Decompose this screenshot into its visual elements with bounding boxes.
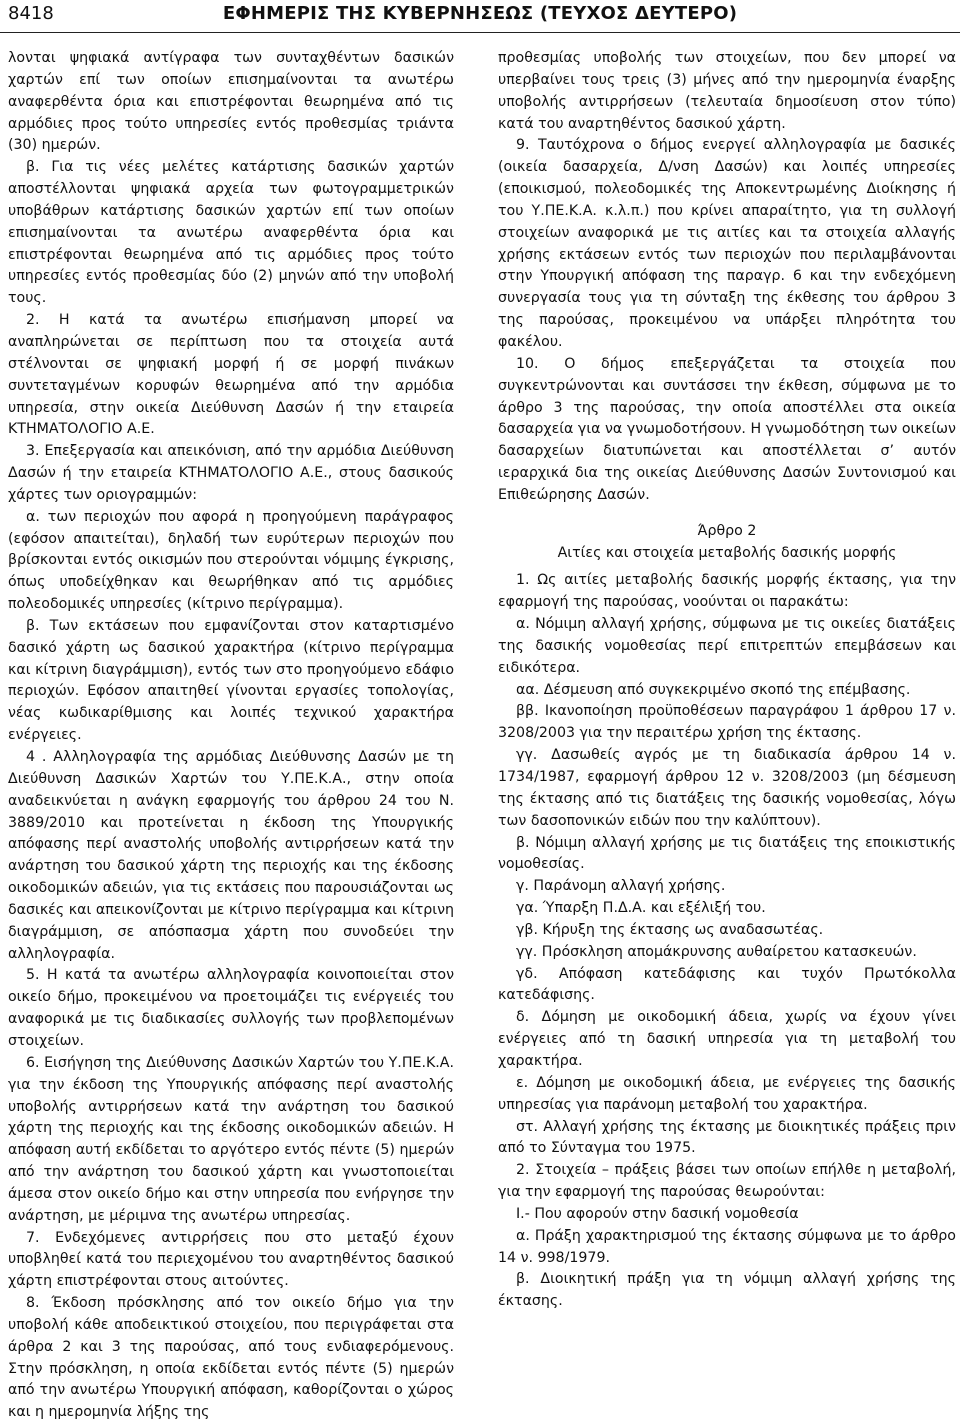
paragraph: 2. Η κατά τα ανωτέρω επισήμανση μπορεί να αναπληρώνεται σε περίπτωση που τα στοιχεία αυτά στέλνονται σε ψηφιακή μορφή ή σε μορφή πινάκων συντεταγμένων κορυφών θεωρημένα από την αρμόδια υπηρεσία, στην οικεία Διεύθυνση Δασών ή την εταιρεία ΚΤΗΜΑΤΟΛΟΓΙΟ Α.Ε. <box>8 312 454 438</box>
paragraph: γ. Παράνομη αλλαγή χρήσης. <box>516 878 726 895</box>
paragraph: α. Νόμιμη αλλαγή χρήσης, σύμφωνα με τις οικείες διατάξεις της δασικής νομοθεσίας περί επιτρεπτών επεμβάσεων και ειδικότερα. <box>498 616 956 676</box>
article-subtitle: Αιτίες και στοιχεία μεταβολής δασικής μορφής <box>557 544 897 561</box>
paragraph: γα. Ύπαρξη Π.Δ.Α. και εξέλιξή του. <box>516 900 766 917</box>
paragraph: 5. Η κατά τα ανωτέρω αλληλογραφία κοινοποιείται στον οικείο δήμο, προκειμένου να προετοιμάζει τις ενέργειές του αναφορικά με τις διαδικασίες συλλογής των προβλεπομένων στοιχείων. <box>8 967 454 1049</box>
paragraph: 6. Εισήγηση της Διεύθυνσης Δασικών Χαρτών του Υ.ΠΕ.Κ.Α. για την έκδοση της Υπουργικής απόφασης περί αναστολής υποβολής αντιρρήσεων κατά την ανάρτηση του δασικού χάρτη της περιοχής και της έκδοσης οικοδομικών αδειών. Η απόφαση αυτή εκδίδεται το αργότερο εντός πέντε (5) ημερών από την ανάρτηση του δασικού χάρτη και γνωστοποιείται άμεσα στον οικείο δήμο και στην υπηρεσία που ενήργησε την ανάρτηση, με μέριμνα της ανωτέρω υπηρεσίας. <box>8 1054 454 1224</box>
page-number: 8418 <box>8 3 54 24</box>
paragraph: προθεσμίας υποβολής των στοιχείων, που δεν μπορεί να υπερβαίνει τους τρεις (3) μήνες από την ημερομηνία έναρξης υποβολής αντιρρήσεων (τελευταία δημοσίευση στον τύπο) κατά του αναρτηθέντος δασικού χάρτη. <box>498 50 956 132</box>
paragraph: ε. Δόμηση με οικοδομική άδεια, με ενέργειες της δασικής υπηρεσίας για παράνομη μεταβολή του χαρακτήρα. <box>498 1074 956 1113</box>
paragraph: 7. Ενδεχόμενες αντιρρήσεις που στο μεταξύ έχουν υποβληθεί κατά του περιεχομένου του αναρτηθέντος δασικού χάρτη επιστρέφονται στους αιτούντες. <box>8 1229 454 1290</box>
paragraph: 8. Έκδοση πρόσκλησης από τον οικείο δήμο για την υποβολή κάθε αποδεικτικού στοιχείου, που περιγράφεται στα άρθρα 2 και 3 της παρούσας, από τους ενδιαφερόμενους. Στην πρόσκληση, η οποία εκδίδεται εντός πέντε (5) ημερών από την ανωτέρω Υπουργική απόφαση, καθορίζονται ο χώρος και η ημερομηνία λήξης της <box>8 1295 454 1421</box>
journal-title: ΕΦΗΜΕΡΙΣ ΤΗΣ ΚΥΒΕΡΝΗΣΕΩΣ (ΤΕΥΧΟΣ ΔΕΥΤΕΡΟ) <box>222 3 738 24</box>
paragraph: αα. Δέσμευση από συγκεκριμένο σκοπό της επέμβασης. <box>516 681 911 698</box>
paragraph: 10. Ο δήμος επεξεργάζεται τα στοιχεία που συγκεντρώνονται και συντάσσει την έκθεση, σύμφωνα με το άρθρο 3 της παρούσας, την οποία αποστέλλει στα οικεία δασαρχεία για να γνωμοδοτήσουν. Η γνωμοδότηση των οικείων δασαρχείων διατυπώνεται και αποστέλλεται σ’ αυτόν ιεραρχικά δια της οικείας Διεύθυνσης Δασών Συντονισμού και Επιθεώρησης Δασών. <box>498 355 956 503</box>
header-rule <box>0 32 960 33</box>
paragraph: γδ. Απόφαση κατεδάφισης και τυχόν Πρωτόκολλα κατεδάφισης. <box>498 965 956 1004</box>
paragraph: β. Των εκτάσεων που εμφανίζονται στον καταρτισμένο δασικό χάρτη ως δασικού χαρακτήρα (κίτρινο περίγραμμα και κίτρινη διαγράμμιση), εντός των στο προηγούμενο εδάφιο περιοχών. Εφόσον απαιτηθεί γίνονται εργασίες τοπολογίας, νέας κωδικαρίθμισης και λοιπές τεχνικού χαρακτήρα ενέργειες. <box>8 617 454 744</box>
paragraph: 3. Επεξεργασία και απεικόνιση, από την αρμόδια Διεύθυνση Δασών ή την εταιρεία ΚΤΗΜΑΤΟΛΟΓΙΟ Α.Ε., στους δασικούς χάρτες των οριογραμμών: <box>8 443 454 503</box>
paragraph: β. Για τις νέες μελέτες κατάρτισης δασικών χαρτών αποστέλλονται ψηφιακά αρχεία των φωτογραμμετρικών υποβάθρων κατάρτισης δασικών χαρτών επί των οποίων επισημαίνονται τα ανωτέρω αναφερθέντα όρια και επιστρέφονται θεωρημένα από τις αρμόδιες προς τούτο υπηρεσίες εντός προθεσμίας δύο (2) μηνών από την υποβολή τους. <box>8 159 454 307</box>
paragraph: 1. Ως αιτίες μεταβολής δασικής μορφής έκτασης, για την εφαρμογή της παρούσας, νοούνται οι παρακάτω: <box>498 572 956 611</box>
paragraph: γγ. Δασωθείς αγρός με τη διαδικασία άρθρου 14 ν. 1734/1987, εφαρμογή άρθρου 12 ν. 3208/2003 (μη δέσμευση της έκτασης από τις διατάξεις της δασικής νομοθεσίας, λόγω των δασοπονικών ειδών που την καλύπτουν). <box>498 747 956 829</box>
paragraph: 2. Στοιχεία – πράξεις βάσει των οποίων επήλθε η μεταβολή, για την εφαρμογή της παρούσας θεωρούνται: <box>498 1162 956 1201</box>
paragraph: α. Πράξη χαρακτηρισμού της έκτασης σύμφωνα με το άρθρο 14 ν. 998/1979. <box>498 1227 956 1266</box>
paragraph: β. Νόμιμη αλλαγή χρήσης με τις διατάξεις της εποικιστικής νομοθεσίας. <box>498 834 956 873</box>
paragraph: στ. Αλλαγή χρήσης της έκτασης με διοικητικές πράξεις πριν από το Σύνταγμα του 1975. <box>498 1118 956 1157</box>
paragraph: 9. Ταυτόχρονα ο δήμος ενεργεί αλληλογραφία με δασικές (οικεία δασαρχεία, Δ/νση Δασών) και λοιπές υπηρεσίες (εποικισμού, πολεοδομικές της Αποκεντρωμένης Διοίκησης ή του Υ.ΠΕ.Κ.Α. κ.λ.π.) που κρίνει απαραίτητο, για τη συλλογή στοιχείων αναφορικά με τις αιτίες και τα στοιχεία αλλαγής χρήσης εκτάσεων εντός των περιοχών που περιλαμβάνονται στην Υπουργική απόφαση της παραγρ. 6 και την ενδεχόμενη συνεργασία τους για τη σύνταξη της έκθεσης του άρθρου 3 της παρούσας, προκειμένου να υπάρξει πληρότητα του φακέλου. <box>498 137 956 350</box>
paragraph: γγ. Πρόσκληση απομάκρυνσης αυθαίρετου κατασκευών. <box>516 943 917 960</box>
paragraph: δ. Δόμηση με οικοδομική άδεια, χωρίς να έχουν γίνει ενέργειες από τη δασική υπηρεσία για τη μεταβολή του χαρακτήρα. <box>498 1009 956 1069</box>
page-header <box>0 0 960 34</box>
paragraph: Ι.- Που αφορούν στην δασική νομοθεσία <box>516 1205 799 1222</box>
paragraph: γβ. Κήρυξη της έκτασης ως αναδασωτέας. <box>516 921 824 938</box>
left-column <box>8 48 454 1424</box>
article-title: Άρθρο 2 <box>697 522 757 539</box>
paragraph: β. Διοικητική πράξη για τη νόμιμη αλλαγή χρήσης της έκτασης. <box>498 1271 956 1310</box>
paragraph: ββ. Ικανοποίηση προϋποθέσεων παραγράφου 1 άρθρου 17 ν. 3208/2003 για την περαιτέρω χρήση της έκτασης. <box>498 703 956 742</box>
paragraph: λονται ψηφιακά αντίγραφα των συνταχθέντων δασικών χαρτών επί των οποίων επισημαίνονται τα ανωτέρω αναφερθέντα όρια και επιστρέφονται θεωρημένα από τις αρμόδιες προς τούτο υπηρεσίες εντός προθεσμίας τριάντα (30) ημερών. <box>8 50 454 154</box>
paragraph: 4 . Αλληλογραφία της αρμόδιας Διεύθυνσης Δασών με τη Διεύθυνση Δασικών Χαρτών του Υ.ΠΕ.Κ.Α., στην οποία αναδεικνύεται η ανάγκη εφαρμογής του άρθρου 24 του Ν. 3889/2010 και προτείνεται η έκδοση της Υπουργικής απόφασης περί αναστολής υποβολής αντιρρήσεων κατά την ανάρτηση του δασικού χάρτη της περιοχής και της έκδοσης οικοδομικών αδειών, για τις εκτάσεις που παρουσιάζονται ως δασικές και απεικονίζονται με κίτρινο περίγραμμα και κίτρινη διαγράμμιση, σε απόσπασμα χάρτη που συνοδεύει την αλληλογραφία. <box>8 749 454 962</box>
paragraph: α. των περιοχών που αφορά η προηγούμενη παράγραφος (εφόσον απαιτείται), δηλαδή των ευρύτερων περιοχών που βρίσκονται εντός οικισμών που στερούνται νόμιμης έγκρισης, όπως υποδείχθηκαν και θεωρήθηκαν από τις αρμόδιες πολεοδομικές υπηρεσίες (κίτρινο περίγραμμα). <box>8 508 454 613</box>
right-column <box>498 48 956 1313</box>
